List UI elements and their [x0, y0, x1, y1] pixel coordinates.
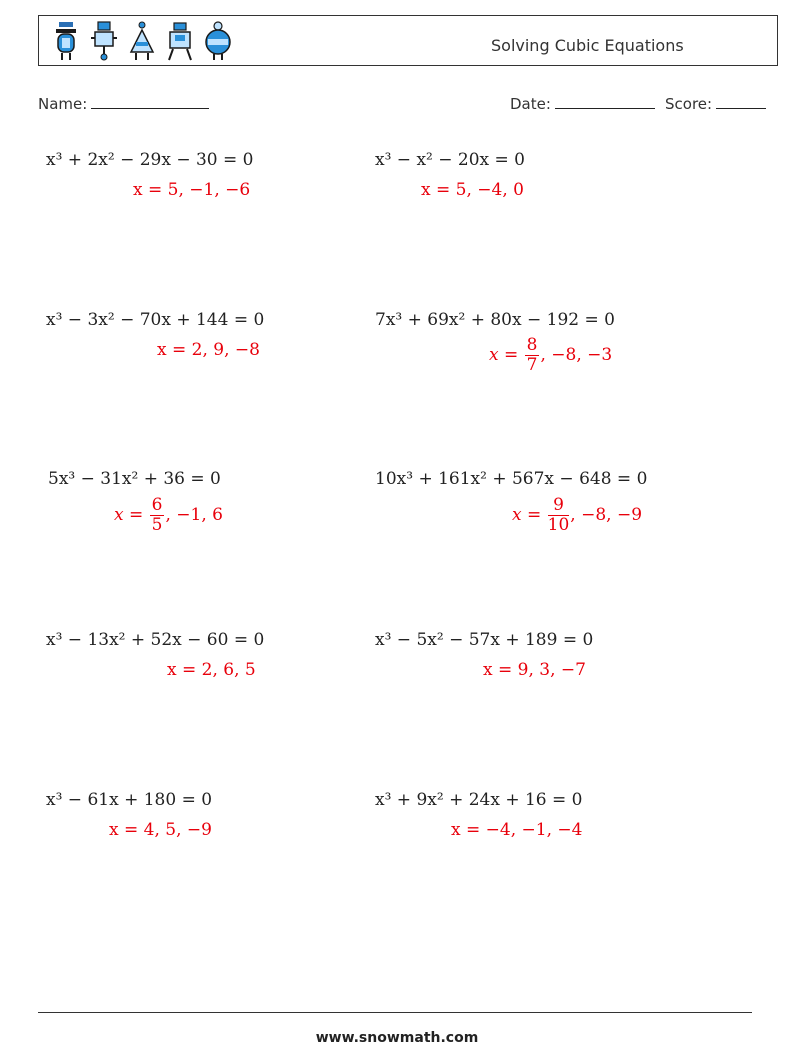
- answer-9: x = 4, 5, −9: [109, 820, 212, 840]
- date-blank[interactable]: [555, 94, 655, 109]
- problem-6: 10x³ + 161x² + 567x − 648 = 0: [375, 469, 648, 489]
- robot-icon-4: [165, 20, 195, 62]
- worksheet-title: Solving Cubic Equations: [491, 36, 684, 55]
- answer-3: x = 2, 9, −8: [157, 340, 260, 360]
- date-field: [510, 94, 655, 113]
- answer-10: x = −4, −1, −4: [451, 820, 583, 840]
- answer-2: x = 5, −4, 0: [421, 180, 524, 200]
- score-blank[interactable]: [716, 94, 766, 109]
- problem-4: 7x³ + 69x² + 80x − 192 = 0: [375, 310, 615, 330]
- robot-icons: [51, 20, 233, 62]
- footer-divider: [38, 1012, 752, 1013]
- answer-8: x = 9, 3, −7: [483, 660, 586, 680]
- fraction: $\frac{9}{10}$: [547, 495, 570, 535]
- robot-icon-3: [127, 20, 157, 62]
- problem-1: x³ + 2x² − 29x − 30 = 0: [46, 150, 254, 170]
- name-blank[interactable]: [91, 94, 209, 109]
- name-field: [38, 94, 209, 113]
- fraction: $\frac{6}{5}$: [151, 495, 163, 535]
- problem-3: x³ − 3x² − 70x + 144 = 0: [46, 310, 265, 330]
- answer-6: x = $\frac{9}{10}$ , −8, −9: [512, 495, 643, 535]
- problem-7: x³ − 13x² + 52x − 60 = 0: [46, 630, 265, 650]
- answer-4: x = $\frac{8}{7}$ , −8, −3: [489, 335, 613, 375]
- problem-8: x³ − 5x² − 57x + 189 = 0: [375, 630, 594, 650]
- problem-10: x³ + 9x² + 24x + 16 = 0: [375, 790, 583, 810]
- problem-5: 5x³ − 31x² + 36 = 0: [48, 469, 221, 489]
- robot-icon-2: [89, 20, 119, 62]
- score-label: Score:: [665, 95, 713, 113]
- robot-icon-5: [203, 20, 233, 62]
- problem-9: x³ − 61x + 180 = 0: [46, 790, 213, 810]
- robot-icon-1: [51, 20, 81, 62]
- name-label: Name:: [38, 95, 88, 113]
- date-label: Date:: [510, 95, 551, 113]
- answer-5: x = $\frac{6}{5}$ , −1, 6: [114, 495, 223, 535]
- answer-7: x = 2, 6, 5: [167, 660, 256, 680]
- answer-1: x = 5, −1, −6: [133, 180, 251, 200]
- problem-2: x³ − x² − 20x = 0: [375, 150, 525, 170]
- footer-url[interactable]: www.snowmath.com: [315, 1030, 479, 1046]
- score-field: [665, 94, 766, 113]
- fraction: $\frac{8}{7}$: [526, 335, 538, 375]
- worksheet-header: [38, 15, 778, 66]
